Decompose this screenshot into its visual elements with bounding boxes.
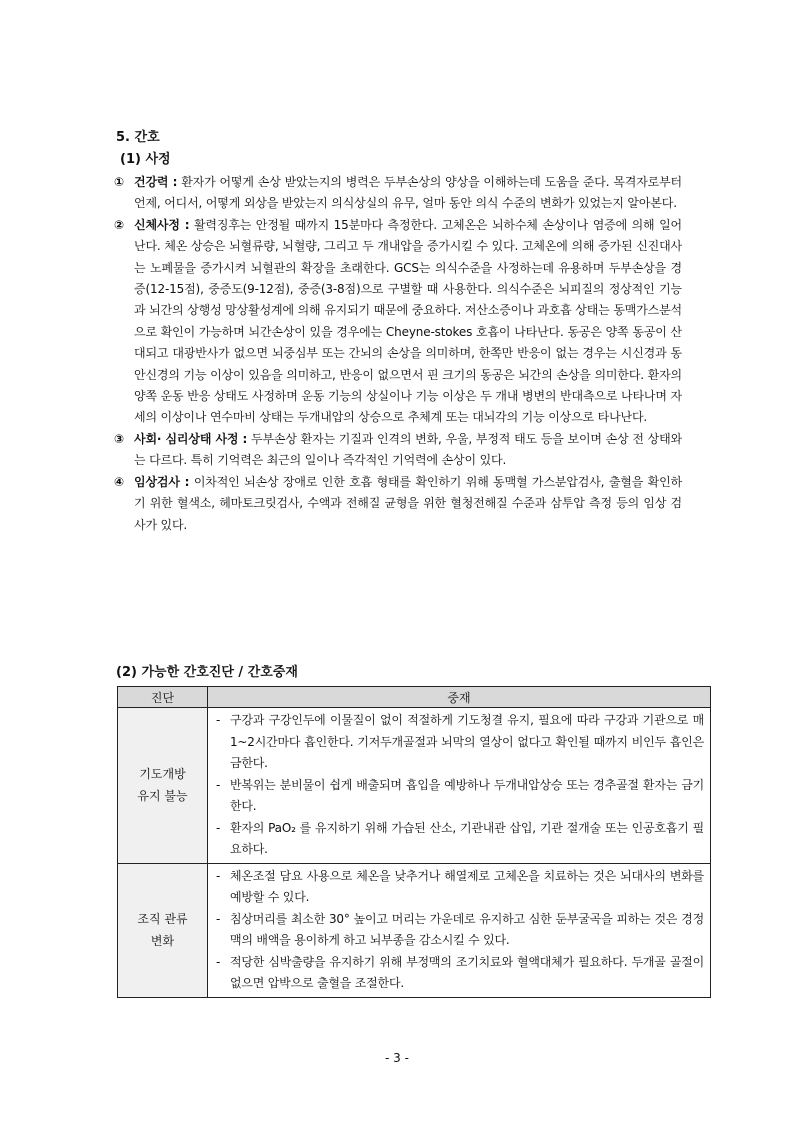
page-number: - 3 - xyxy=(385,1051,409,1065)
intervention-text: 침상머리를 최소한 30° 높이고 머리는 가운데로 유지하고 심한 둔부굴곡을 피하는 것은 경정맥의 배액을 용이하게 하고 뇌부종을 감소시킬 수 있다. xyxy=(230,911,704,947)
assessment-item-physical xyxy=(114,215,682,429)
intervention-text: 체온조절 담요 사용으로 체온을 낮추거나 해열제로 고체온을 치료하는 것은 뇌대사의 변화를 예방할 수 있다. xyxy=(230,868,704,904)
item-text: 이차적인 뇌손상 장애로 인한 호흡 형태를 확인하기 위해 동맥혈 가스분압검사, 출혈을 확인하기 위한 혈색소, 헤마토크릿검사, 수액과 전해질 균형을 위한 혈청전해질 수준과 삼투압 측정 등의 임상 검사가 있다. xyxy=(134,474,683,532)
table-header-row xyxy=(118,687,711,708)
header-diagnosis: 진단 xyxy=(118,687,208,708)
item-term: 임상검사 : xyxy=(134,474,190,489)
intervention-cell xyxy=(208,863,711,997)
diagnosis-label: 조직 관류 변화 xyxy=(137,912,188,948)
item-term: 건강력 : xyxy=(134,175,178,189)
list-item: - 구강과 구강인두에 이물질이 없이 적절하게 기도청결 유지, 필요에 따라 구강과 기관으로 매 1~2시간마다 흡인한다. 기저두개골절과 뇌막의 열상이 없다고 확인될 때까지 비인두 흡인은 금한다. xyxy=(216,713,704,770)
intervention-text: 환자의 PaO₂ 를 유지하기 위해 가습된 산소, 기관내관 삽입, 기관 절개술 또는 인공호흡기 필요하다. xyxy=(230,820,704,856)
intervention-text: 적당한 심박출량을 유지하기 위해 부정맥의 조기치료와 혈액대체가 필요하다. 두개골 골절이 없으면 압박으로 출혈을 조절한다. xyxy=(230,954,704,990)
list-item: - 환자의 PaO₂ 를 유지하기 위해 가습된 산소, 기관내관 삽입, 기관 절개술 또는 인공호흡기 필요하다. xyxy=(216,820,704,856)
assessment-item-psychosocial xyxy=(114,429,682,472)
assessment-item-history xyxy=(114,172,682,215)
intervention-list xyxy=(216,866,704,995)
diagnosis-cell xyxy=(118,863,208,997)
list-item: - 침상머리를 최소한 30° 높이고 머리는 가운데로 유지하고 심한 둔부굴곡을 피하는 것은 경정맥의 배액을 용이하게 하고 뇌부종을 감소시킬 수 있다. xyxy=(216,911,704,947)
list-item: - 체온조절 담요 사용으로 체온을 낮추거나 해열제로 고체온을 치료하는 것은 뇌대사의 변화를 예방할 수 있다. xyxy=(216,868,704,904)
intervention-cell xyxy=(208,708,711,864)
item-term: 신체사정 : xyxy=(134,217,190,232)
intervention-text: 구강과 구강인두에 이물질이 없이 적절하게 기도청결 유지, 필요에 따라 구강과 기관으로 매 1~2시간마다 흡인한다. 기저두개골절과 뇌막의 열상이 없다고 확인될 때까지 비인두 흡인은 금한다. xyxy=(230,713,704,770)
nursing-diagnosis-table xyxy=(117,686,711,998)
item-text: 환자가 어떻게 손상 받았는지의 병력은 두부손상의 양상을 이해하는데 도움을 준다. 목격자로부터 언제, 어디서, 어떻게 외상을 받았는지 의식상실의 유무, 얼마 동안 의식 수준의 변화가 있었는지 알아본다. xyxy=(134,175,682,211)
diagnosis-cell xyxy=(118,708,208,864)
item-number: ② xyxy=(114,217,125,232)
section-title: 5. 간호 xyxy=(116,130,160,145)
intervention-list xyxy=(216,710,704,861)
assessment-item-clinical-tests xyxy=(114,472,682,536)
list-item: - 반복위는 분비물이 쉽게 배출되며 흡입을 예방하나 두개내압상승 또는 경추골절 환자는 금기한다. xyxy=(216,777,704,813)
header-intervention: 중재 xyxy=(208,687,711,708)
item-number: ③ xyxy=(114,431,125,446)
intervention-text: 반복위는 분비물이 쉽게 배출되며 흡입을 예방하나 두개내압상승 또는 경추골절 환자는 금기한다. xyxy=(230,777,704,813)
item-number: ① xyxy=(114,175,125,189)
item-text: 활력징후는 안정될 때까지 15분마다 측정한다. 고체온은 뇌하수체 손상이나 염증에 의해 일어난다. 체온 상승은 뇌혈류량, 뇌혈량, 그리고 두 개내압을 증가시킬 수 있다. 고체온에 의해 증가된 신진대사는 노폐물을 증가시켜 뇌혈관의 확장을 초래한다. GCS는 의식수준을 사정하는데 유용하며 두부손상을 경증(12-15점), 중증도(9-12점), 중증(3-8점)으로 구별할 때 사용한다. 의식수준은 뇌피질의 정상적인 기능과 뇌간의 상행성 망상활성계에 의해 유지되기 때문에 중요하다. 저산소증이나 과호흡 상태는 동맥가스분석으로 확인이 가능하며 뇌간손상이 있을 경우에는 Cheyne-stokes 호흡이 나타난다. 동공은 양쪽 동공이 산대되고 대광반사가 없으면 뇌중심부 또는 간뇌의 손상을 의미하며, 한쪽만 반응이 없는 경우는 시신경과 동안신경의 기능 이상이 있음을 의미하고, 반응이 없으면서 핀 크기의 동공은 뇌간의 손상을 의미한다. 환자의 양쪽 운동 반응 상태도 사정하며 운동 기능의 상실이나 기능 이상은 두 개내 병변의 반대측으로 나타나며 자세의 이상이나 연수마비 상태는 두개내압의 상승으로 추체계 또는 대뇌각의 기능 이상으로 타나난다. xyxy=(134,217,682,425)
table-row xyxy=(118,863,711,997)
assessment-list xyxy=(114,172,682,536)
list-item: - 적당한 심박출량을 유지하기 위해 부정맥의 조기치료와 혈액대체가 필요하다. 두개골 골절이 없으면 압박으로 출혈을 조절한다. xyxy=(216,954,704,990)
item-term: 사회· 심리상태 사정 : xyxy=(134,431,248,446)
item-number: ④ xyxy=(114,474,125,489)
table-row xyxy=(118,708,711,864)
diagnosis-label: 기도개방 유지 불능 xyxy=(137,767,188,804)
subsection-title-diagnosis: (2) 가능한 간호진단 / 간호중재 xyxy=(116,665,298,680)
subsection-title-assessment: (1) 사정 xyxy=(120,152,171,167)
item-text: 두부손상 환자는 기질과 인격의 변화, 우울, 부정적 태도 등을 보이며 손상 전 상태와는 다르다. 특히 기억력은 최근의 일이나 즉각적인 기억력에 손상이 있다. xyxy=(134,431,682,468)
